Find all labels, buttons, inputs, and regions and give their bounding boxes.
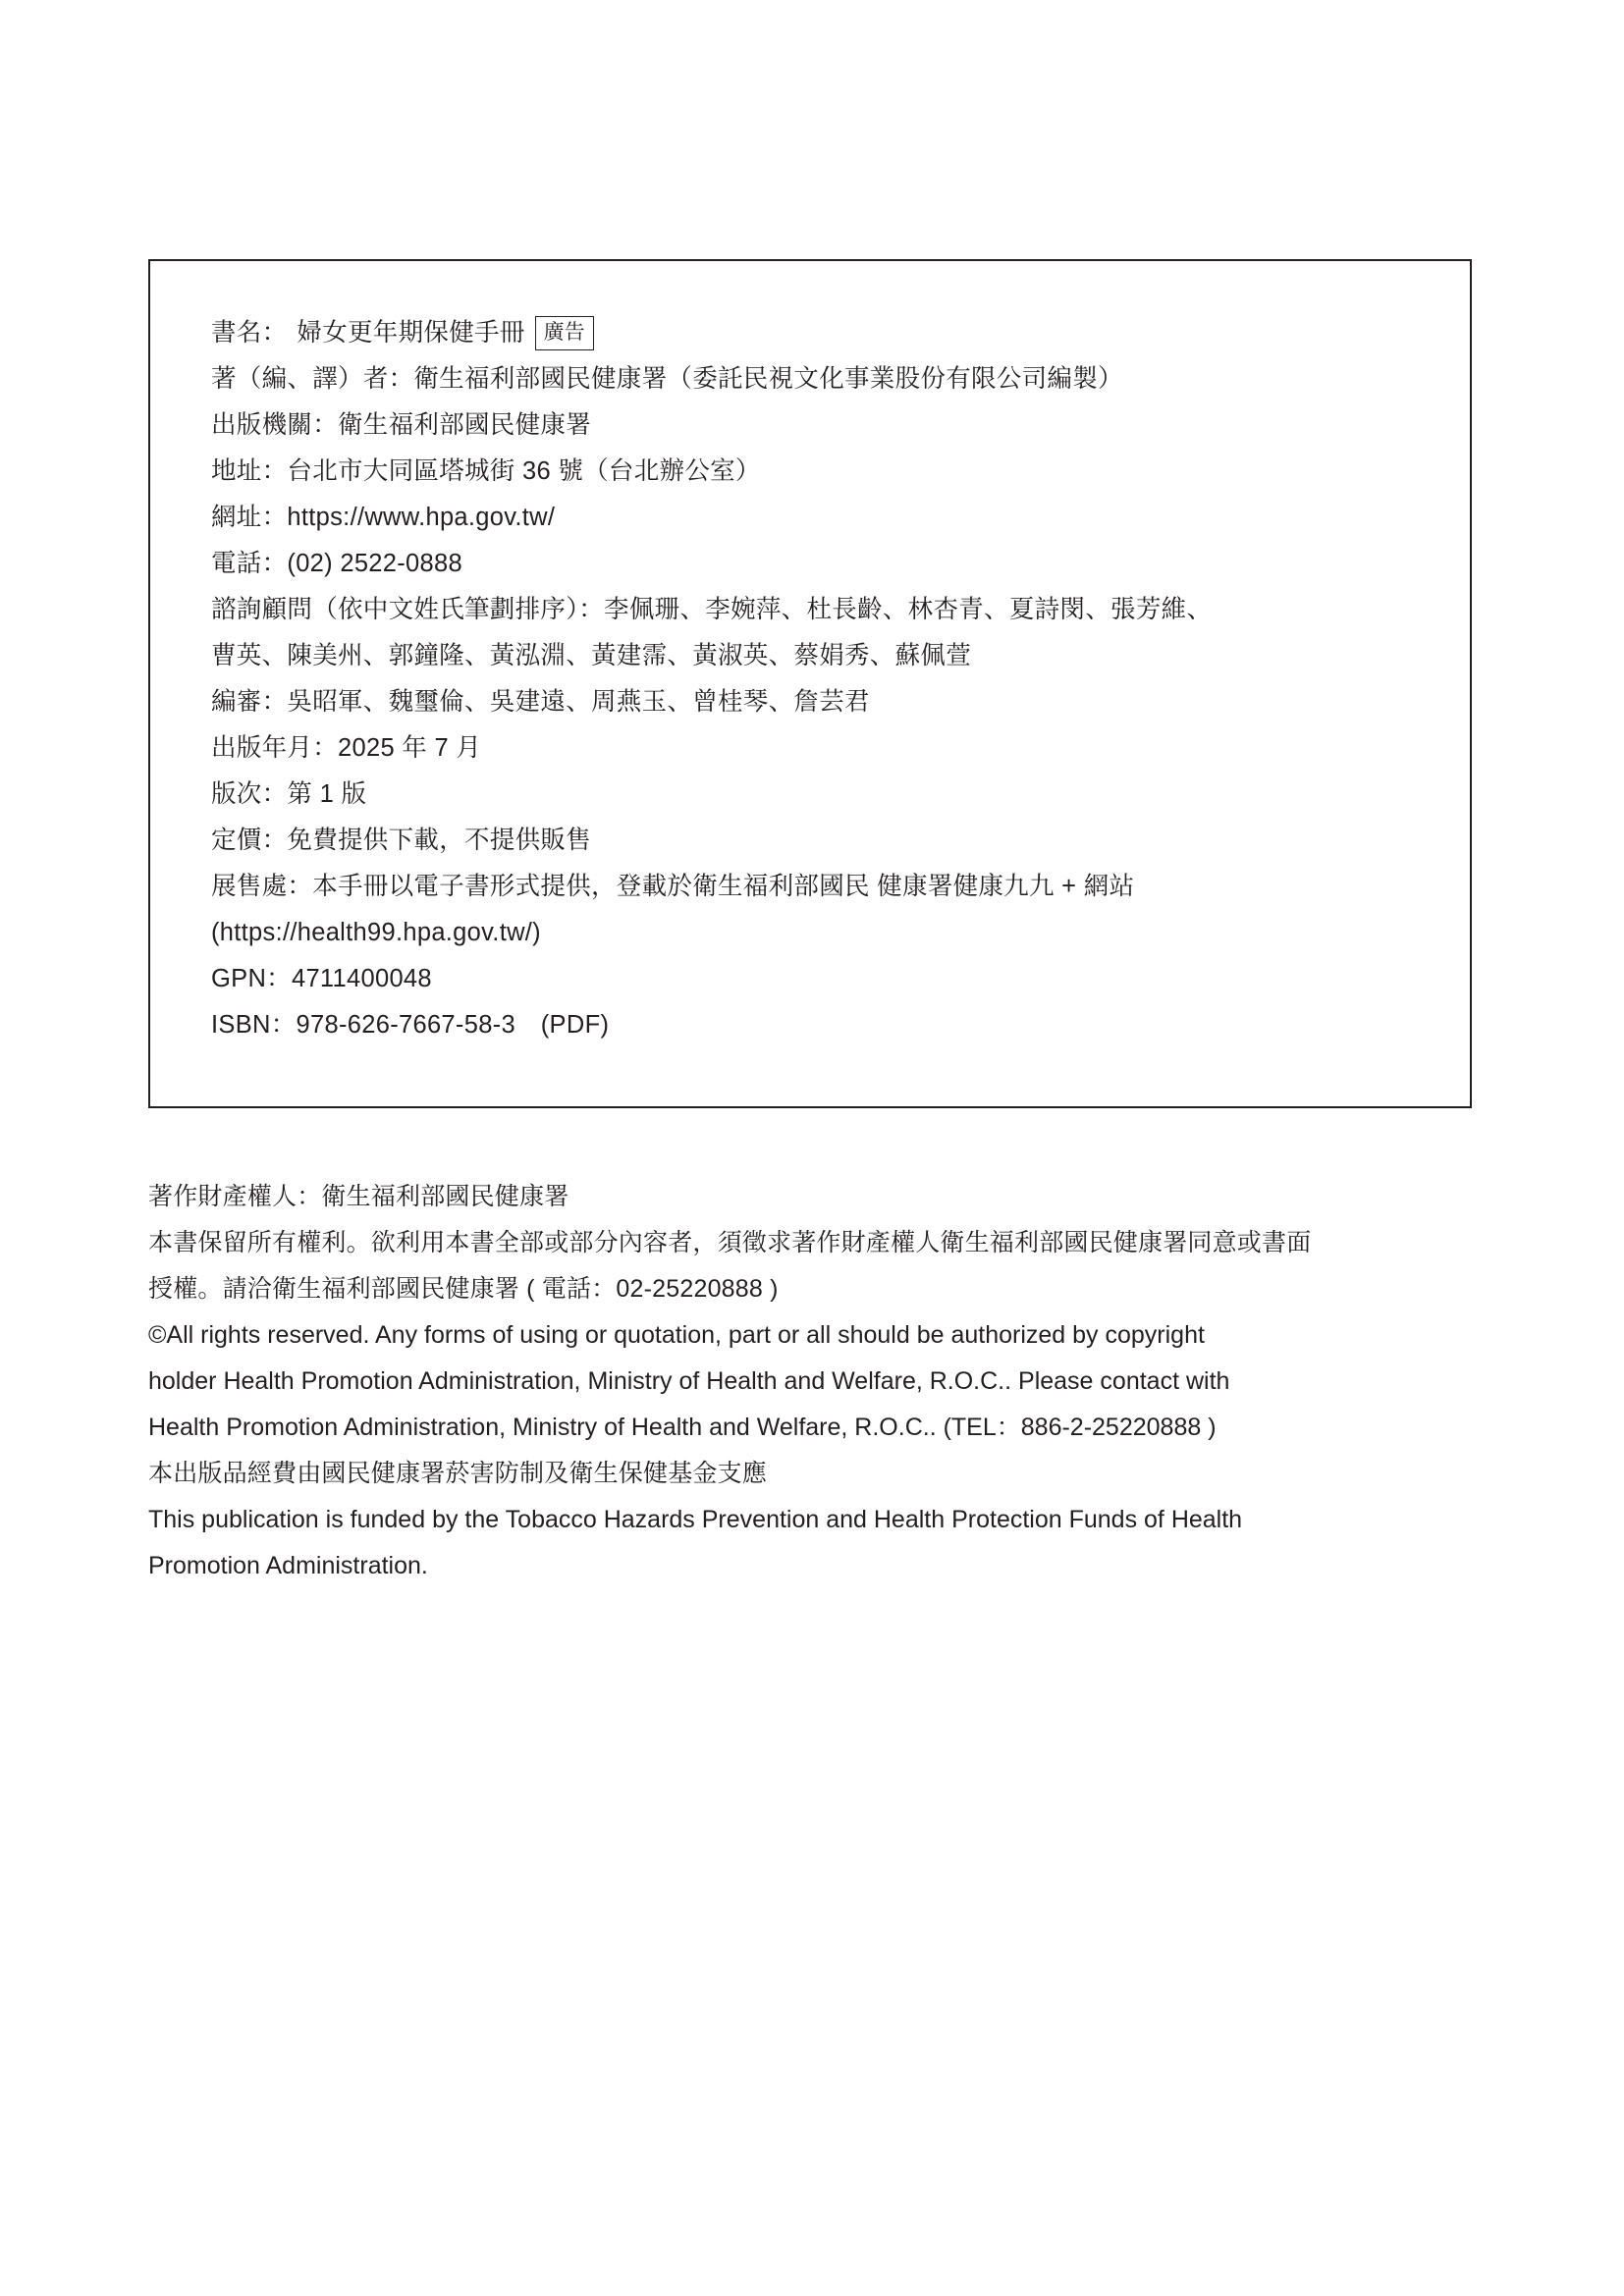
book-title-text: 書名： [211, 319, 288, 347]
colophon-content [150, 261, 1470, 1048]
rights-en-line-3: Health Promotion Administration, Ministry of Health and Welfare, R.O.C.. (TEL：886-2-25220888 ) [148, 1414, 1217, 1441]
copyright-owner-line: 著作財產權人：衛生福利部國民健康署 [148, 1183, 569, 1210]
isbn-line: ISBN：978-626-7667-58-3 (PDF) [211, 1011, 610, 1039]
book-title-value: 婦女更年期保健手冊 [297, 319, 525, 347]
rights-en-line-2: holder Health Promotion Administration, Ministry of Health and Welfare, R.O.C.. Please contact with [148, 1367, 1230, 1395]
publisher-line: 出版機關：衛生福利部國民健康署 [211, 411, 592, 439]
colophon-box [148, 259, 1472, 1108]
price-line: 定價：免費提供下載，不提供販售 [211, 827, 592, 854]
distribution-line-1: 展售處：本手冊以電子書形式提供，登載於衛生福利部國民 健康署健康九九 + 網站 [211, 873, 1135, 900]
editors-line: 編審：吳昭軍、魏璽倫、吳建遠、周燕玉、曾桂琴、詹芸君 [211, 688, 870, 716]
phone-line: 電話：(02) 2522-0888 [211, 550, 462, 577]
gpn-line: GPN：4711400048 [211, 965, 432, 992]
rights-en-line-1: ©All rights reserved. Any forms of using or quotation, part or all should be authorized by copyright [148, 1321, 1205, 1349]
distribution-line-2: (https://health99.hpa.gov.tw/) [211, 919, 541, 946]
advisors-line-2: 曹英、陳美州、郭鐘隆、黃泓淵、黃建霈、黃淑英、蔡娟秀、蘇佩萱 [211, 642, 972, 669]
funding-en-line-1: This publication is funded by the Tobacco Hazards Prevention and Health Protection Funds of Health [148, 1506, 1243, 1533]
copyright-block [148, 1174, 1476, 1589]
advertisement-badge: 廣告 [535, 316, 594, 350]
advisors-line-1: 諮詢顧問（依中文姓氏筆劃排序）：李佩珊、李婉萍、杜長齡、林杏青、夏詩閔、張芳維、 [211, 596, 1213, 623]
rights-zh-line-1: 本書保留所有權利。欲利用本書全部或部分內容者，須徵求著作財產權人衛生福利部國民健康署同意或書面 [148, 1229, 1312, 1256]
funding-en-line-2: Promotion Administration. [148, 1552, 428, 1579]
funding-zh-line: 本出版品經費由國民健康署菸害防制及衛生保健基金支應 [148, 1460, 768, 1487]
edition-line: 版次：第 1 版 [211, 780, 367, 808]
rights-zh-line-2: 授權。請洽衛生福利部國民健康署 ( 電話：02-25220888 ) [148, 1275, 779, 1303]
author-line: 著（編、譯）者：衛生福利部國民健康署（委託民視文化事業股份有限公司編製） [211, 365, 1123, 393]
publication-date-line: 出版年月：2025 年 7 月 [211, 734, 482, 762]
address-line: 地址：台北市大同區塔城街 36 號（台北辦公室） [211, 457, 761, 485]
website-line: 網址：https://www.hpa.gov.tw/ [211, 504, 556, 531]
book-title-row [211, 310, 1415, 356]
